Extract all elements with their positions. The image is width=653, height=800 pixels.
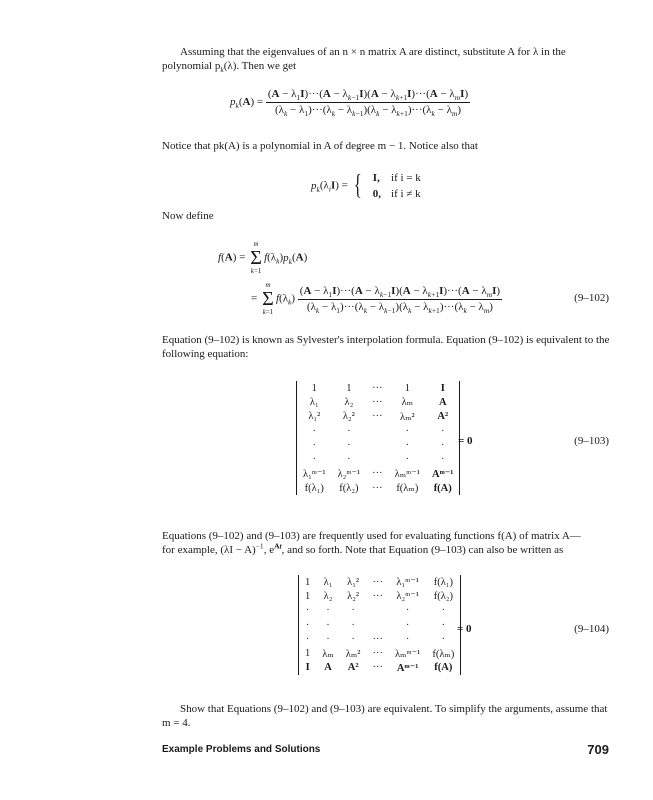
matrix-cell: 1 bbox=[305, 576, 311, 588]
matrix-cell: λₘ bbox=[322, 648, 334, 660]
intro-paragraph bbox=[162, 45, 610, 73]
matrix-row bbox=[297, 438, 460, 452]
matrix-cell: λ₁² bbox=[347, 576, 360, 588]
matrix-cell: ··· bbox=[372, 382, 383, 394]
matrix-cell bbox=[366, 604, 389, 618]
matrix-cell: · bbox=[351, 619, 355, 631]
page-number: 709 bbox=[587, 742, 609, 757]
matrix-cell: · bbox=[305, 605, 310, 617]
matrix-row bbox=[299, 589, 461, 603]
intro-line-1: Assuming that the eigenvalues of an n × n matrix A are distinct, substitute A for λ in the bbox=[180, 46, 566, 58]
sylvester-paragraph: Equation (9–102) is known as Sylvester's interpolation formula. Equation (9–102) is equivalent to the following equation: bbox=[162, 334, 610, 360]
matrix-cell: ··· bbox=[372, 662, 383, 674]
equation-number-9-104: (9–104) bbox=[574, 623, 609, 635]
matrix-cell: · bbox=[312, 454, 317, 466]
matrix-cell: · bbox=[441, 633, 446, 645]
equation-pk-of-A: $p_k(A)$ = $\frac{(A - \lambda_1I)\cdot\cdot\cdot(A - \lambda_{k-1}I)(A - \lambda_{k+1}I)\cdot\cdot\cdot(A - \lambda_mI)}{(\lambda_k - \lambda_1)\cdot\cdot\cdot(\lambda_k - \lambda_{k-1})(\lambda_k - \lambda_{k+1})\cdot\cdot\cdot(\lambda_k - \lambda_m)}$ bbox=[230, 88, 469, 119]
matrix-cell: ··· bbox=[372, 648, 383, 660]
matrix-cell: 1 bbox=[311, 382, 317, 394]
matrix-cell: A² bbox=[347, 662, 359, 674]
matrix-cell: · bbox=[351, 605, 355, 617]
determinant-9-103 bbox=[296, 381, 460, 495]
matrix-cell: I bbox=[440, 382, 445, 394]
equation-pk-lambda-i: $p_k(\lambda_iI)$ = { I, if i = k 0, if i ≠ k bbox=[311, 169, 427, 203]
matrix-row bbox=[297, 410, 460, 424]
matrix-cell: · bbox=[326, 633, 330, 645]
matrix-cell: A bbox=[324, 662, 332, 674]
case-1-condition: if i = k bbox=[391, 172, 421, 184]
case-1-value: I, bbox=[372, 172, 380, 184]
frequently-used-line-1: Equations (9–102) and (9–103) are frequently used for evaluating functions f(A) of matrix A— bbox=[162, 530, 581, 542]
matrix-cell: ··· bbox=[372, 633, 383, 645]
matrix-cell: Aᵐ⁻¹ bbox=[432, 468, 454, 480]
matrix-cell: · bbox=[305, 619, 310, 631]
matrix-cell: · bbox=[347, 439, 351, 451]
matrix-cell: λ₁ᵐ⁻¹ bbox=[396, 577, 419, 589]
matrix-cell: · bbox=[405, 425, 410, 437]
matrix-cell: · bbox=[441, 619, 446, 631]
matrix-cell: λ₁ bbox=[323, 576, 333, 588]
show-that-paragraph: Show that Equations (9–102) and (9–103) are equivalent. To simplify the arguments, assume that m = 4. bbox=[162, 703, 608, 729]
matrix-cell: · bbox=[405, 439, 410, 451]
matrix-cell: Aᵐ⁻¹ bbox=[396, 662, 419, 674]
matrix-cell: f(λ₁) bbox=[304, 482, 324, 494]
matrix-row bbox=[299, 604, 461, 618]
matrix-cell bbox=[366, 452, 389, 466]
matrix-cell: λ₁ bbox=[309, 396, 319, 408]
matrix-cell: λ₂ᵐ⁻¹ bbox=[337, 468, 361, 480]
matrix-cell: · bbox=[405, 619, 410, 631]
matrix-row bbox=[299, 646, 461, 660]
matrix-cell: I bbox=[305, 662, 310, 674]
matrix-cell: · bbox=[326, 619, 330, 631]
matrix-cell: · bbox=[351, 633, 355, 645]
matrix-cell: · bbox=[347, 454, 351, 466]
determinant-9-104 bbox=[298, 575, 461, 675]
matrix-cell: λₘ bbox=[401, 397, 414, 409]
matrix-row bbox=[299, 575, 461, 589]
matrix-cell: · bbox=[312, 425, 317, 437]
matrix-cell: · bbox=[440, 454, 445, 466]
matrix-cell: · bbox=[326, 605, 330, 617]
matrix-cell: ··· bbox=[372, 576, 383, 588]
matrix-cell: λ₂ bbox=[323, 590, 333, 602]
equation-9-102-body: = m Σ k=1 $f(\lambda_k)$ $\frac{(A - \lambda_1I)\cdot\cdot\cdot(A - \lambda_{k-1}I)(A - \lambda_{k+1}I)\cdot\cdot\cdot(A - \lambda_mI)}{(\lambda_k - \lambda_1)\cdot\cdot\cdot(\lambda_k - \lambda_{k-1})(\lambda_k - \lambda_{k+1})\cdot\cdot\cdot(\lambda_k - \lambda_m)}$ bbox=[251, 281, 501, 316]
matrix-cell: f(λ₂) bbox=[433, 590, 453, 602]
matrix-cell: · bbox=[405, 605, 410, 617]
matrix-cell: · bbox=[441, 605, 446, 617]
matrix-row bbox=[297, 424, 460, 438]
matrix-row bbox=[299, 632, 461, 646]
matrix-cell: ··· bbox=[372, 482, 383, 494]
matrix-cell bbox=[366, 424, 389, 438]
matrix-cell: f(λ₁) bbox=[433, 576, 453, 588]
frequently-used-line-2: for example, $(\lambda I - A)^{-1}$, $e^{At}$, and so forth. Note that Equation (9–103) can also be written as bbox=[162, 541, 564, 556]
case-2-condition: if i ≠ k bbox=[391, 188, 421, 200]
now-define-text: Now define bbox=[162, 210, 214, 222]
matrix-cell: λ₁ᵐ⁻¹ bbox=[303, 468, 326, 480]
matrix-cell: λ₂² bbox=[347, 590, 360, 602]
equation-fA-sum: f(A) = m Σ k=1 $f(\lambda_k)p_k(A)$ bbox=[218, 240, 308, 275]
matrix-cell: ··· bbox=[372, 468, 383, 480]
matrix-cell: · bbox=[405, 454, 410, 466]
det-9-103-equals-zero: = 0 bbox=[458, 435, 473, 447]
intro-line-2: polynomial $p_k(\lambda)$. Then we get bbox=[162, 60, 297, 75]
matrix-row bbox=[299, 618, 461, 632]
matrix-cell: f(A) bbox=[433, 482, 452, 494]
matrix-row bbox=[297, 395, 460, 409]
matrix-cell: · bbox=[312, 439, 317, 451]
matrix-cell: λₘ² bbox=[399, 411, 415, 423]
equation-number-9-103: (9–103) bbox=[574, 435, 609, 447]
matrix-cell bbox=[366, 438, 389, 452]
matrix-cell: λₘᵐ⁻¹ bbox=[394, 648, 421, 660]
matrix-cell: λ₂ᵐ⁻¹ bbox=[396, 591, 419, 603]
matrix-cell: f(λₘ) bbox=[432, 648, 455, 660]
matrix-cell: 1 bbox=[305, 590, 311, 602]
matrix-row bbox=[297, 381, 460, 395]
matrix-cell: A² bbox=[437, 411, 449, 423]
case-2-value: 0, bbox=[372, 188, 382, 200]
matrix-cell: λ₁² bbox=[308, 411, 321, 423]
matrix-cell: A bbox=[438, 396, 447, 408]
matrix-cell: 1 bbox=[305, 648, 311, 660]
matrix-cell: ··· bbox=[372, 396, 383, 408]
matrix-row bbox=[297, 481, 460, 495]
matrix-cell: 1 bbox=[346, 382, 352, 394]
matrix-row bbox=[299, 661, 461, 675]
matrix-cell: 1 bbox=[404, 382, 410, 394]
matrix-row bbox=[297, 467, 460, 481]
matrix-cell: f(λₘ) bbox=[396, 483, 419, 495]
matrix-cell: · bbox=[305, 633, 310, 645]
matrix-cell: λ₂² bbox=[342, 411, 355, 423]
matrix-cell: f(λ₂) bbox=[339, 482, 359, 494]
frequently-used-paragraph bbox=[162, 529, 610, 557]
matrix-cell: · bbox=[440, 425, 445, 437]
matrix-cell: f(A) bbox=[434, 662, 453, 674]
equation-number-9-102: (9–102) bbox=[574, 292, 609, 304]
matrix-cell bbox=[366, 618, 389, 632]
matrix-cell: λ₂ bbox=[344, 396, 354, 408]
footer-section-title: Example Problems and Solutions bbox=[162, 744, 321, 755]
matrix-cell: ··· bbox=[372, 411, 383, 423]
matrix-row bbox=[297, 452, 460, 466]
matrix-cell: · bbox=[347, 425, 351, 437]
det-9-104-equals-zero: = 0 bbox=[457, 623, 472, 635]
matrix-cell: · bbox=[405, 633, 410, 645]
notice-paragraph: Notice that pk(A) is a polynomial in A of degree m − 1. Notice also that bbox=[162, 140, 478, 152]
matrix-cell: · bbox=[440, 439, 445, 451]
matrix-cell: ··· bbox=[372, 590, 383, 602]
matrix-cell: λₘ² bbox=[345, 648, 361, 660]
matrix-cell: λₘᵐ⁻¹ bbox=[394, 468, 421, 480]
